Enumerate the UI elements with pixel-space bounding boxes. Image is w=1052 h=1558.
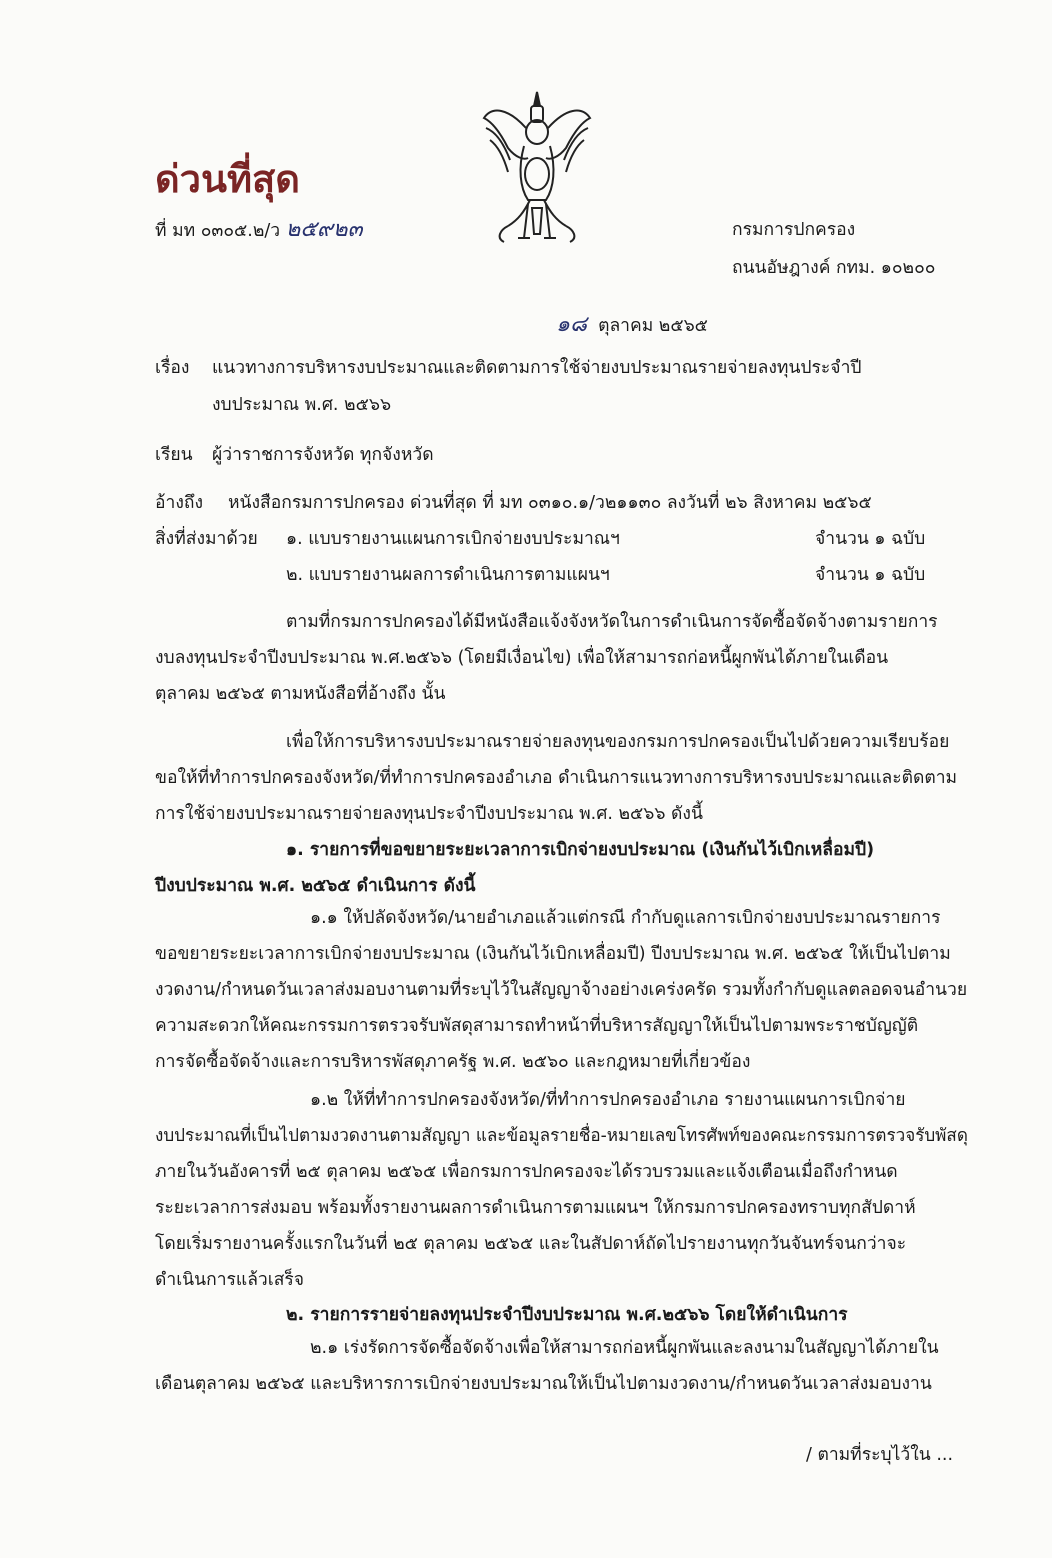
paragraph-line: ๑.๑ ให้ปลัดจังหวัด/นายอำเภอแล้วแต่กรณี กำกับดูแลการเบิกจ่ายงบประมาณรายการ: [310, 908, 941, 928]
sender-org: กรมการปกครอง: [732, 220, 856, 240]
paragraph-line: ๑.๒ ให้ที่ทำการปกครองจังหวัด/ที่ทำการปกครองอำเภอ รายงานแผนการเบิกจ่าย: [310, 1090, 906, 1110]
continuation-note: / ตามที่ระบุไว้ใน ...: [806, 1445, 954, 1465]
paragraph-line: ขอขยายระยะเวลาการเบิกจ่ายงบประมาณ (เงินกันไว้เบิกเหลื่อมปี) ปีงบประมาณ พ.ศ. ๒๕๖๕ ให้เป็นไปตาม: [155, 944, 951, 964]
paragraph-line: ขอให้ที่ทำการปกครองจังหวัด/ที่ทำการปกครองอำเภอ ดำเนินการแนวทางการบริหารงบประมาณและติดตาม: [155, 768, 958, 788]
paragraph-line: ระยะเวลาการส่งมอบ พร้อมทั้งรายงานผลการดำเนินการตามแผนฯ ให้กรมการปกครองทราบทุกสัปดาห์: [155, 1198, 916, 1218]
paragraph-line: ดำเนินการแล้วเสร็จ: [155, 1270, 305, 1290]
letter-date: [556, 313, 708, 338]
paragraph-line: ๒.๑ เร่งรัดการจัดซื้อจัดจ้างเพื่อให้สามารถก่อหนี้ผูกพันและลงนามในสัญญาได้ภายใน: [310, 1338, 939, 1358]
urgency-mark: ด่วนที่สุด: [155, 157, 300, 201]
paragraph-line: งบลงทุนประจำปีงบประมาณ พ.ศ.๒๕๖๖ (โดยมีเงื่อนไข) เพื่อให้สามารถก่อหนี้ผูกพันได้ภายในเดือน: [155, 648, 889, 668]
enclosure-item: ๒. แบบรายงานผลการดำเนินการตามแผนฯ: [286, 565, 610, 585]
to-text: ผู้ว่าราชการจังหวัด ทุกจังหวัด: [212, 445, 434, 465]
paragraph-line: เดือนตุลาคม ๒๕๖๕ และบริหารการเบิกจ่ายงบประมาณให้เป็นไปตามงวดงาน/กำหนดวันเวลาส่งมอบงาน: [155, 1374, 932, 1394]
paragraph-line: ภายในวันอังคารที่ ๒๕ ตุลาคม ๒๕๖๕ เพื่อกรมการปกครองจะได้รวบรวมและแจ้งเตือนเมื่อถึงกำหนด: [155, 1162, 898, 1182]
sender-address: ถนนอัษฎางค์ กทม. ๑๐๒๐๐: [732, 258, 936, 278]
section-heading: ปีงบประมาณ พ.ศ. ๒๕๖๕ ดำเนินการ ดังนี้: [155, 876, 476, 896]
subject-label: เรื่อง: [155, 358, 190, 378]
date-month-year: ตุลาคม ๒๕๖๕: [598, 316, 708, 336]
date-day: ๑๘: [556, 312, 587, 337]
paragraph-line: ความสะดวกให้คณะกรรมการตรวจรับพัสดุสามารถทำหน้าที่บริหารสัญญาให้เป็นไปตามพระราชบัญญัติ: [155, 1016, 919, 1036]
reference-number: [155, 218, 363, 243]
reference-text: หนังสือกรมการปกครอง ด่วนที่สุด ที่ มท ๐๓๑๐.๑/ว๒๑๑๓๐ ลงวันที่ ๒๖ สิงหาคม ๒๕๖๕: [228, 493, 872, 513]
to-label: เรียน: [155, 445, 193, 465]
paragraph-line: การใช้จ่ายงบประมาณรายจ่ายลงทุนประจำปีงบประมาณ พ.ศ. ๒๕๖๖ ดังนี้: [155, 804, 703, 824]
paragraph-line: งบประมาณที่เป็นไปตามงวดงานตามสัญญา และข้อมูลรายชื่อ-หมายเลขโทรศัพท์ของคณะกรรมการตรวจรับพัสดุ: [155, 1126, 968, 1146]
paragraph-line: ตุลาคม ๒๕๖๕ ตามหนังสือที่อ้างถึง นั้น: [155, 684, 446, 704]
enclosures-label: สิ่งที่ส่งมาด้วย: [155, 529, 258, 549]
enclosure-qty: จำนวน ๑ ฉบับ: [815, 529, 926, 549]
reference-label: อ้างถึง: [155, 493, 204, 513]
handwritten-number: ๒๕๙๒๓: [285, 217, 363, 242]
garuda-emblem-icon: [478, 88, 596, 246]
paragraph-line: งวดงาน/กำหนดวันเวลาส่งมอบงานตามที่ระบุไว้ในสัญญาจ้างอย่างเคร่งครัด รวมทั้งกำกับดูแลตลอดจนอำนวย: [155, 980, 968, 1000]
paragraph-line: โดยเริ่มรายงานครั้งแรกในวันที่ ๒๕ ตุลาคม ๒๕๖๕ และในสัปดาห์ถัดไปรายงานทุกวันจันทร์จนกว่าจะ: [155, 1234, 907, 1254]
section-heading: ๒. รายการรายจ่ายลงทุนประจำปีงบประมาณ พ.ศ.๒๕๖๖ โดยให้ดำเนินการ: [286, 1305, 848, 1325]
paragraph-line: การจัดซื้อจัดจ้างและการบริหารพัสดุภาครัฐ พ.ศ. ๒๕๖๐ และกฎหมายที่เกี่ยวข้อง: [155, 1052, 751, 1072]
subject-line-2: งบประมาณ พ.ศ. ๒๕๖๖: [212, 395, 392, 415]
enclosure-item: ๑. แบบรายงานแผนการเบิกจ่ายงบประมาณฯ: [286, 529, 620, 549]
paragraph-line: เพื่อให้การบริหารงบประมาณรายจ่ายลงทุนของกรมการปกครองเป็นไปด้วยความเรียบร้อย: [286, 732, 950, 752]
paragraph-line: ตามที่กรมการปกครองได้มีหนังสือแจ้งจังหวัดในการดำเนินการจัดซื้อจัดจ้างตามรายการ: [286, 612, 938, 632]
subject-line-1: แนวทางการบริหารงบประมาณและติดตามการใช้จ่ายงบประมาณรายจ่ายลงทุนประจำปี: [212, 358, 862, 378]
enclosure-qty: จำนวน ๑ ฉบับ: [815, 565, 926, 585]
reference-prefix: ที่ มท ๐๓๐๕.๒/ว: [155, 221, 281, 241]
section-heading: ๑. รายการที่ขอขยายระยะเวลาการเบิกจ่ายงบประมาณ (เงินกันไว้เบิกเหลื่อมปี): [286, 840, 875, 860]
